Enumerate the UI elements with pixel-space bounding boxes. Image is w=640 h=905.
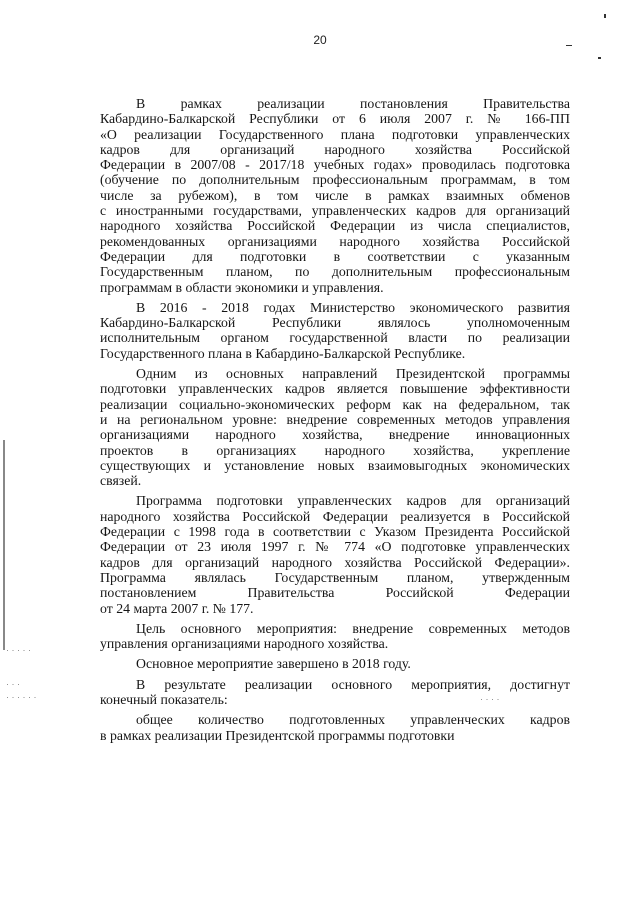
scan-mark bbox=[3, 440, 5, 650]
paragraph-ministry bbox=[100, 300, 570, 361]
text-line: числе за рубежом), в том числе в рамках взаимных обменов bbox=[100, 187, 570, 203]
paragraph-goal bbox=[100, 621, 570, 652]
text-line: подготовки управленческих кадров является повышение эффективности bbox=[100, 381, 570, 397]
text-line: общее количество подготовленных управленческих кадров bbox=[136, 712, 570, 728]
text-line: Федерации в 2007/08 - 2017/18 учебных годах» проводилась подготовка bbox=[100, 157, 570, 173]
text-line: и на региональном уровне: внедрение современных методов управления bbox=[100, 411, 570, 427]
bleed-through-artifact: · · · · · bbox=[6, 645, 31, 655]
document-body bbox=[100, 96, 570, 748]
text-line: кадров для организаций народного хозяйства Российской bbox=[100, 141, 570, 157]
scan-mark bbox=[604, 14, 606, 18]
paragraph-resolution bbox=[100, 96, 570, 295]
bleed-through-artifact: · · · bbox=[6, 679, 20, 689]
text-line: Программа являлась Государственным планом, утвержденным bbox=[100, 569, 570, 585]
paragraph-completed bbox=[100, 656, 570, 671]
paragraph-program-directions bbox=[100, 366, 570, 488]
text-line: Одним из основных направлений Президентской программы bbox=[136, 366, 570, 382]
text-line: Кабардино-Балкарской Республики от 6 июля 2007 г. № 166-ПП bbox=[100, 111, 570, 127]
text-line: кадров для организаций народного хозяйства Российской Федерации». bbox=[100, 554, 570, 570]
text-line: конечный показатель: bbox=[100, 691, 228, 707]
text-line: Кабардино-Балкарской Республики являлось уполномоченным bbox=[100, 315, 570, 331]
paragraph-result bbox=[100, 677, 570, 708]
text-line: В 2016 - 2018 годах Министерство экономического развития bbox=[136, 299, 570, 315]
text-line: Государственного плана в Кабардино-Балкарской Республике. bbox=[100, 345, 466, 361]
text-line: исполнительным органом государственной власти по реализации bbox=[100, 330, 570, 346]
text-line: (обучение по дополнительным профессиональным программам, в том bbox=[100, 172, 570, 188]
text-line: народного хозяйства Российской Федерации из числа специалистов, bbox=[100, 218, 570, 234]
text-line: организациями народного хозяйства, внедрение инновационных bbox=[100, 427, 570, 443]
text-line: Программа подготовки управленческих кадров для организаций bbox=[136, 493, 570, 509]
scan-mark bbox=[566, 45, 572, 46]
page-number: 20 bbox=[313, 33, 327, 47]
text-line: «О реализации Государственного плана подготовки управленческих bbox=[100, 126, 570, 142]
bleed-through-artifact: · · · · bbox=[480, 694, 500, 704]
text-line: Федерации для подготовки в соответствии с указанным bbox=[100, 248, 570, 264]
text-line: Федерации с 1998 года в соответствии с Указом Президента Российской bbox=[100, 524, 570, 540]
text-line: существующих и установление новых взаимовыгодных экономических bbox=[100, 457, 570, 473]
text-line: от 24 марта 2007 г. № 177. bbox=[100, 600, 254, 616]
text-line: Основное мероприятие завершено в 2018 году. bbox=[136, 656, 411, 672]
text-line: Федерации от 23 июля 1997 г. № 774 «О подготовке управленческих bbox=[100, 539, 570, 555]
text-line: народного хозяйства Российской Федерации реализуется в Российской bbox=[100, 508, 570, 524]
text-line: Государственным планом, по дополнительным профессиональным bbox=[100, 264, 570, 280]
text-line: Цель основного мероприятия: внедрение современных методов bbox=[136, 620, 570, 636]
text-line: программам в области экономики и управления. bbox=[100, 279, 384, 295]
text-line: связей. bbox=[100, 473, 142, 489]
text-line: управления организациями народного хозяйства. bbox=[100, 636, 389, 652]
paragraph-indicator bbox=[100, 712, 570, 743]
text-line: реализации социально-экономических реформ как на федеральном, так bbox=[100, 396, 570, 412]
text-line: В результате реализации основного мероприятия, достигнут bbox=[136, 676, 570, 692]
text-line: с иностранными государствами, управленческих кадров для организаций bbox=[100, 203, 570, 219]
bleed-through-artifact: · · · · · · bbox=[6, 692, 37, 702]
scan-mark bbox=[598, 57, 601, 59]
paragraph-program-history bbox=[100, 493, 570, 615]
text-line: проектов в организациях народного хозяйства, укрепление bbox=[100, 442, 570, 458]
text-line: постановлением Правительства Российской Федерации bbox=[100, 585, 570, 601]
text-line: рекомендованных организациями народного хозяйства Российской bbox=[100, 233, 570, 249]
text-line: В рамках реализации постановления Правительства bbox=[136, 96, 570, 111]
text-line: в рамках реализации Президентской программы подготовки bbox=[100, 727, 455, 743]
